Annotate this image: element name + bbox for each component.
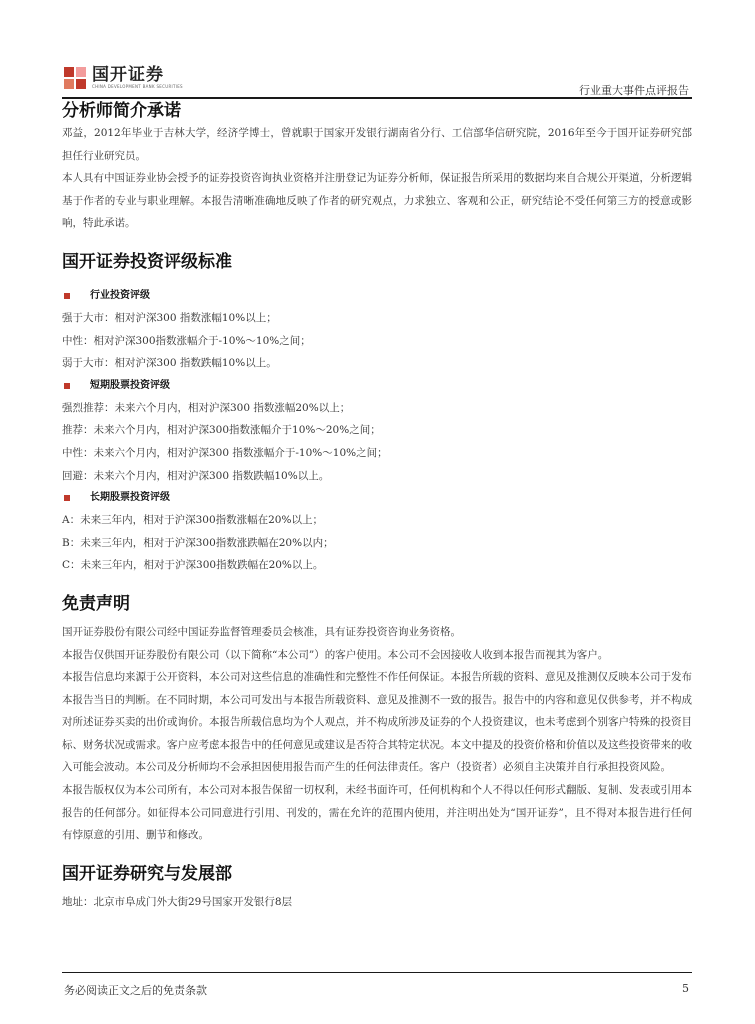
logo-name: 国开证券: [92, 65, 164, 85]
rating-section-title: 国开证券投资评级标准: [62, 251, 232, 272]
footer-note: 务必阅读正文之后的免责条款: [64, 984, 207, 997]
rating-item: 中性：未来六个月内，相对沪深300 指数涨幅介于-10%～10%之间；: [62, 446, 388, 459]
industry-rating-heading: 行业投资评级: [62, 285, 692, 307]
department-address: 地址：北京市阜成门外大街29号国家开发银行8层: [62, 895, 293, 908]
short-term-rating-heading: 短期股票投资评级: [62, 375, 692, 397]
rating-item: 强于大市：相对沪深300 指数涨幅10%以上；: [62, 311, 277, 324]
analyst-bio: 邓益，2012年毕业于吉林大学，经济学博士，曾就职于国家开发银行湖南省分行、工信部华信研究院，2016年至今于国开证券研究部担任行业研究员。: [62, 127, 692, 162]
report-type: 行业重大事件点评报告: [579, 84, 689, 97]
square-bullet-icon: [64, 383, 70, 389]
disclaimer-paragraph: 本报告仅供国开证券股份有限公司（以下简称“本公司”）的客户使用。本公司不会因接收人收到本报告而视其为客户。: [62, 648, 609, 661]
analyst-section-title: 分析师简介承诺: [62, 101, 181, 121]
long-term-rating-heading: 长期股票投资评级: [62, 487, 692, 509]
header-divider: [62, 97, 692, 99]
rating-item: 推荐：未来六个月内，相对沪深300指数涨幅介于10%～20%之间；: [62, 424, 381, 437]
rating-item: 弱于大市：相对沪深300 指数跌幅10%以上。: [62, 357, 277, 370]
page-content: [62, 100, 692, 913]
page-number: 5: [682, 982, 689, 995]
logo-mark-icon: [64, 67, 86, 89]
square-bullet-icon: [64, 293, 70, 299]
rating-item: 强烈推荐：未来六个月内，相对沪深300 指数涨幅20%以上；: [62, 401, 351, 414]
rating-item: 回避：未来六个月内，相对沪深300 指数跌幅10%以上。: [62, 469, 330, 482]
footer-divider: [62, 972, 692, 973]
rating-item: A：未来三年内，相对于沪深300指数涨幅在20%以上；: [62, 514, 323, 527]
rating-item: B：未来三年内，相对于沪深300指数涨跌幅在20%以内；: [62, 536, 334, 549]
rating-item: C：未来三年内，相对于沪深300指数跌幅在20%以上。: [62, 559, 324, 572]
logo-subtitle: CHINA DEVELOPMENT BANK SECURITIES: [92, 84, 183, 89]
analyst-commitment: 本人具有中国证券业协会授予的证券投资咨询执业资格并注册登记为证券分析师，保证报告所采用的数据均来自合规公开渠道，分析逻辑基于作者的专业与职业理解。本报告清晰准确地反映了作者的研究观点，力求独立、客观和公正，研究结论不受任何第三方的授意或影响，特此承诺。: [62, 172, 692, 230]
disclaimer-section-title: 免责声明: [62, 593, 130, 614]
rating-item: 中性：相对沪深300指数涨幅介于-10%～10%之间；: [62, 334, 311, 347]
disclaimer-paragraph: 国开证券股份有限公司经中国证券监督管理委员会核准，具有证券投资咨询业务资格。: [62, 625, 461, 638]
company-logo: [64, 66, 183, 89]
disclaimer-paragraph: 本报告版权仅为本公司所有，本公司对本报告保留一切权利，未经书面许可，任何机构和个人不得以任何形式翻版、复制、发表或引用本报告的任何部分。如征得本公司同意进行引用、刊发的，需在允许的范围内使用，并注明出处为“国开证券”，且不得对本报告进行任何有悖原意的引用、删节和修改。: [62, 784, 692, 842]
square-bullet-icon: [64, 495, 70, 501]
disclaimer-paragraph: 本报告信息均来源于公开资料，本公司对这些信息的准确性和完整性不作任何保证。本报告所载的资料、意见及推测仅反映本公司于发布本报告当日的判断。在不同时期，本公司可发出与本报告所载资料、意见及推测不一致的报告。报告中的内容和意见仅供参考，并不构成对所述证券买卖的出价或询价。本报告所载信息均为个人观点，并不构成所涉及证券的个人投资建议，也未考虑到个别客户特殊的投资目标、财务状况或需求。客户应考虑本报告中的任何意见或建议是否符合其特定状况。本文中提及的投资价格和价值以及这些投资带来的收入可能会波动。本公司及分析师均不会承担因使用报告而产生的任何法律责任。客户（投资者）必须自主决策并自行承担投资风险。: [62, 671, 692, 774]
department-section-title: 国开证券研究与发展部: [62, 863, 232, 884]
